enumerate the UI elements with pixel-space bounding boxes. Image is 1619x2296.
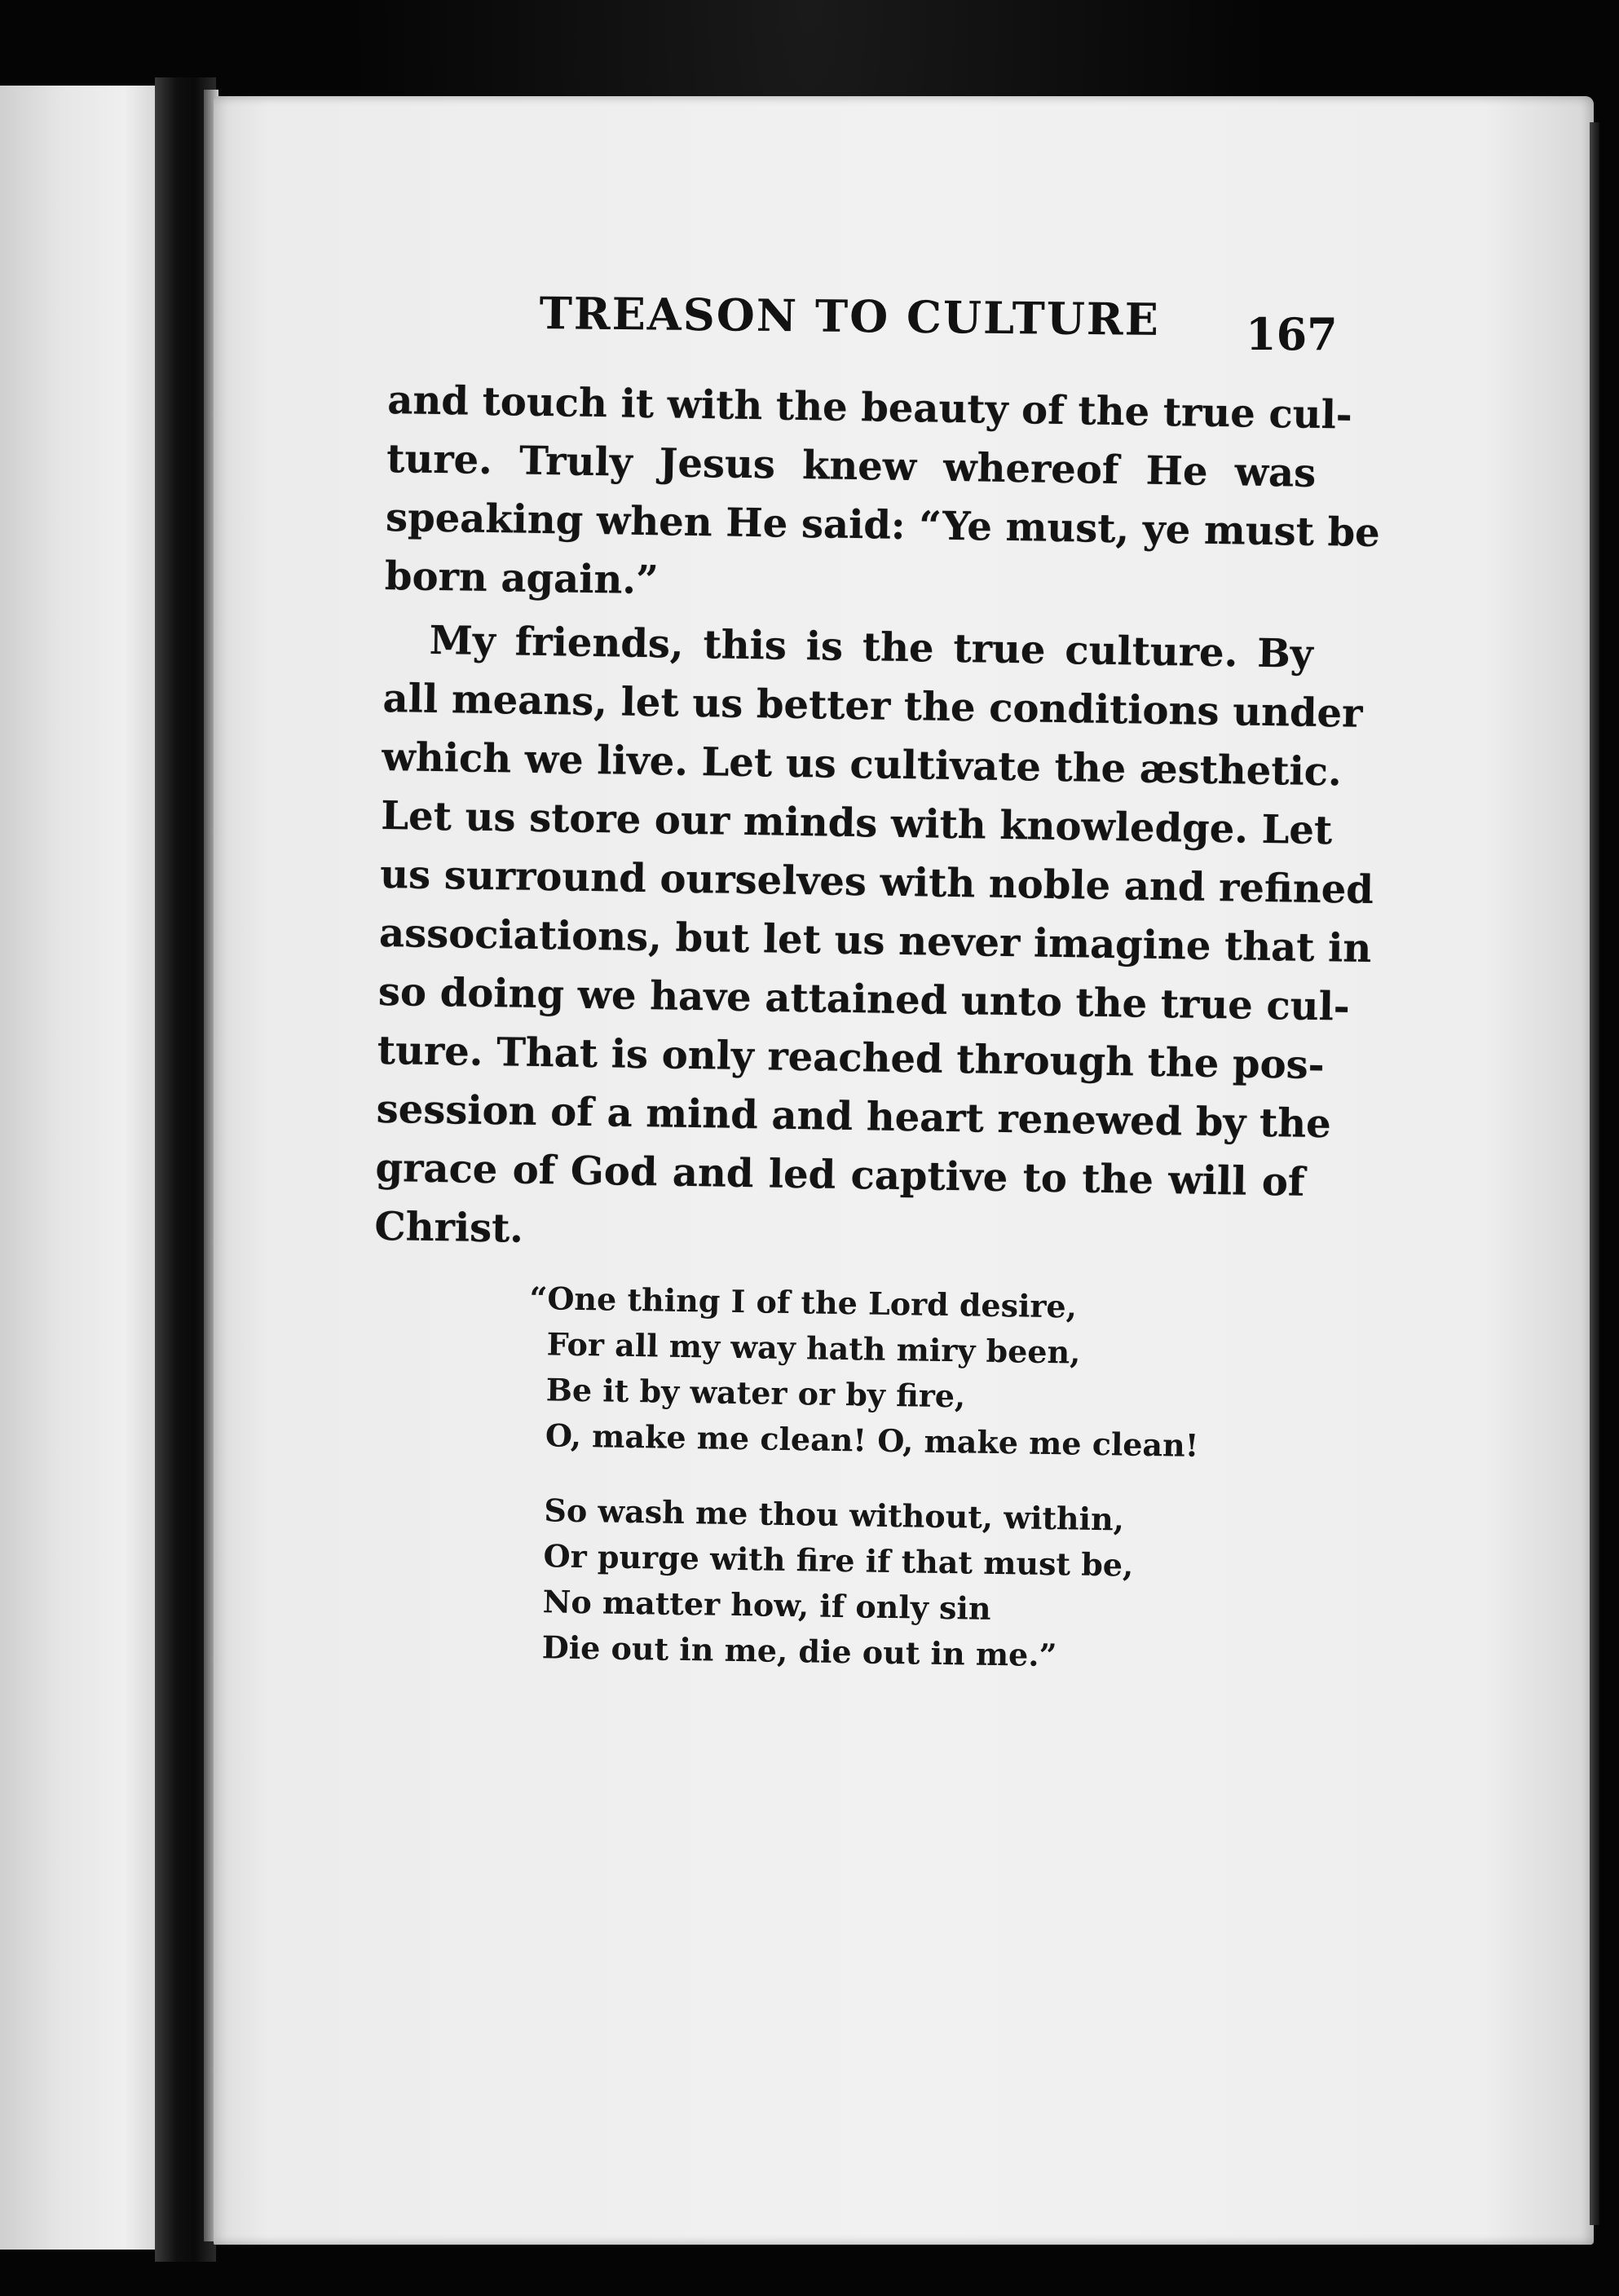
page-number: 167 <box>1246 308 1338 360</box>
text-line: associations, but let us never imagine that in <box>378 910 1372 972</box>
text-line: speaking when He said: “Ye must, ye must be <box>385 494 1381 557</box>
text-line: Let us store our minds with knowledge. Let <box>380 792 1333 854</box>
body-text <box>374 371 1381 1271</box>
text-line: which we live. Let us cultivate the æsthetic. <box>382 734 1343 795</box>
poem-stanza-2 <box>523 1487 1194 1681</box>
page-right-edge <box>1590 122 1599 2225</box>
text-line: so doing we have attained unto the true cul- <box>377 968 1351 1030</box>
poem-line: “One thing I of the Lord desire, <box>529 1279 1078 1325</box>
paragraph-1 <box>384 371 1381 620</box>
poem-line: Or purge with fire if that must be, <box>543 1537 1134 1584</box>
poem-line: Die out in me, die out in me.” <box>541 1628 1057 1674</box>
poem-line: Be it by water or by fire, <box>545 1371 966 1415</box>
text-line: and touch it with the beauty of the true cul- <box>386 377 1353 438</box>
text-line: Christ. <box>374 1203 524 1252</box>
text-line: ture. Truly Jesus knew whereof He was <box>386 435 1317 496</box>
running-head: TREASON TO CULTURE <box>539 287 1161 346</box>
text-line: ture. That is only reached through the pos- <box>377 1027 1325 1089</box>
text-line: us surround ourselves with noble and refined <box>379 851 1374 914</box>
text-line: My friends, this is the true culture. By <box>429 617 1314 677</box>
paragraph-2 <box>374 610 1374 1271</box>
previous-page-edge <box>0 86 155 2250</box>
text-line: session of a mind and heart renewed by the <box>376 1086 1332 1148</box>
poem-line: For all my way hath miry been, <box>546 1325 1081 1371</box>
text-line: grace of God and led captive to the will of <box>375 1144 1305 1205</box>
poem-quote <box>523 1276 1198 1710</box>
poem-stanza-1 <box>527 1276 1198 1469</box>
poem-line: No matter how, if only sin <box>542 1583 991 1627</box>
text-line: born again.” <box>384 553 660 604</box>
text-line: all means, let us better the conditions under <box>382 675 1363 737</box>
poem-line: O, make me clean! O, make me clean! <box>545 1417 1199 1464</box>
page-header <box>539 287 1338 360</box>
poem-line: So wash me thou without, within, <box>544 1492 1125 1538</box>
